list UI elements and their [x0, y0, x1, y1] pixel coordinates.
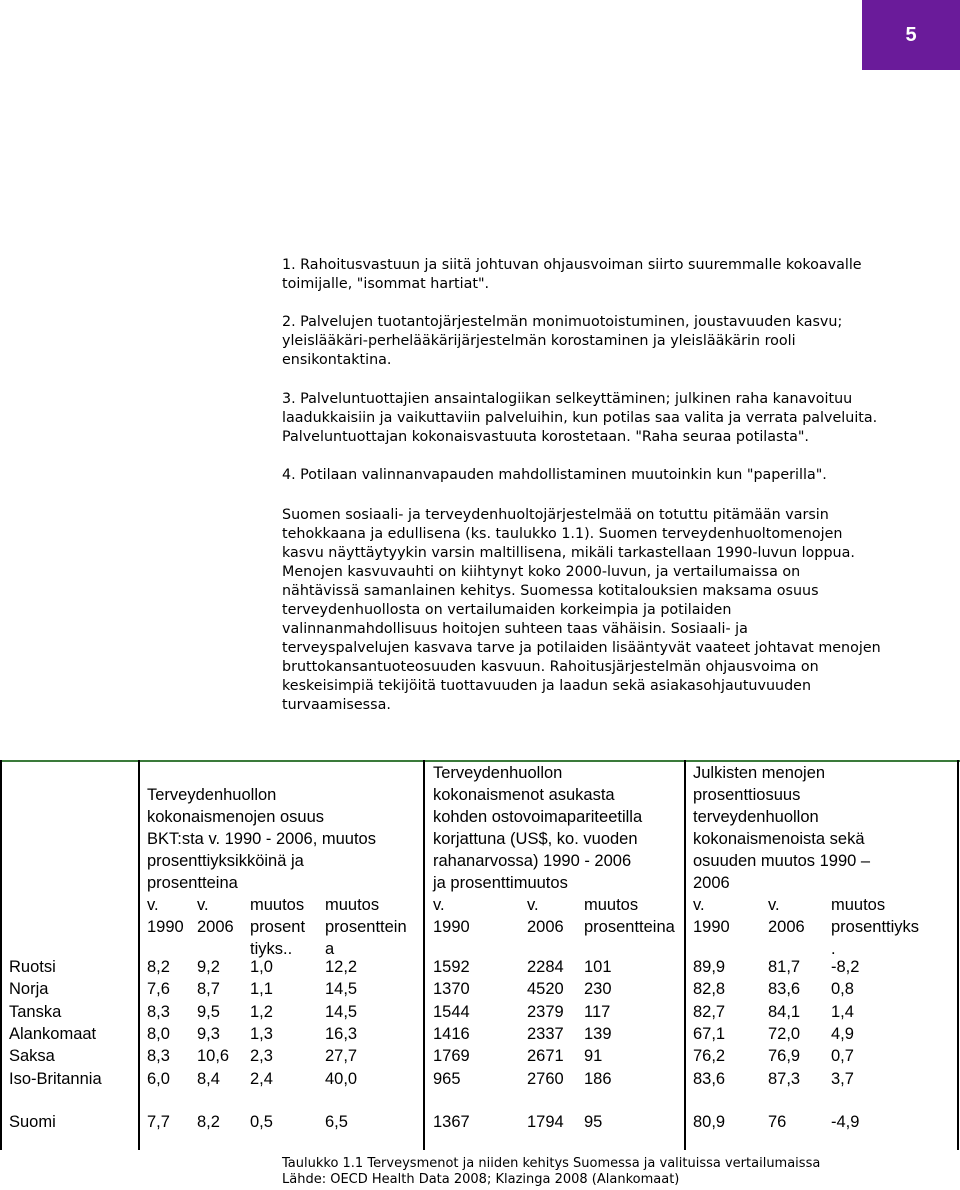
text-line: valinnanmahdollisuus hoitojen suhteen taas vähäisin. Sosiaali- ja — [282, 621, 748, 637]
text-line: toimijalle, "isommat hartiat". — [282, 276, 490, 292]
table-row-value: 82,8 — [693, 980, 726, 998]
table-row-value: -8,2 — [831, 958, 860, 976]
table-row-value: 8,4 — [197, 1070, 220, 1088]
caption-source: Lähde: OECD Health Data 2008; Klazinga 2008 (Alankomaat) — [282, 1172, 680, 1187]
table-row-value: 0,8 — [831, 980, 854, 998]
page-number-badge — [862, 0, 960, 70]
table-row-value: 8,2 — [147, 958, 170, 976]
column-subheader: v. 2006 — [527, 896, 564, 936]
table-row-value: 10,6 — [197, 1047, 230, 1065]
column-subheader: v. 2006 — [197, 896, 234, 936]
table-row-value: 1,3 — [250, 1025, 273, 1043]
table-row-value: 230 — [584, 980, 612, 998]
table-row-value: 1,1 — [250, 980, 273, 998]
table-row-value: 72,0 — [768, 1025, 801, 1043]
table-row-value: 1370 — [433, 980, 470, 998]
health-expenditure-table — [0, 760, 960, 1150]
text-line: terveydenhuollosta on vertailumaiden korkeimpia ja potilaiden — [282, 602, 732, 618]
table-row-value: 2,3 — [250, 1047, 273, 1065]
table-row-value: 76,9 — [768, 1047, 801, 1065]
column-subheader: v. 2006 — [768, 896, 805, 936]
text-line: yleislääkäri-perhelääkärijärjestelmän korostaminen ja yleislääkärin rooli — [282, 333, 796, 349]
table-row-country: Iso-Britannia — [9, 1070, 102, 1088]
column-subheader: muutos prosenttein a — [325, 896, 407, 958]
table-row-country: Ruotsi — [9, 958, 56, 976]
table-row-value: 81,7 — [768, 958, 801, 976]
paragraph-3 — [282, 390, 878, 447]
table-row-value: 4,9 — [831, 1025, 854, 1043]
table-row-value: 87,3 — [768, 1070, 801, 1088]
table-row-value: 9,5 — [197, 1003, 220, 1021]
text-line: nähtävissä samanlainen kehitys. Suomessa kotitalouksien maksama osuus — [282, 583, 819, 599]
table-row-value: 2,4 — [250, 1070, 273, 1088]
text-line: 4. Potilaan valinnanvapauden mahdollistaminen muutoinkin kun "paperilla". — [282, 467, 827, 483]
table-row-value: 2379 — [527, 1003, 564, 1021]
table-row-value: 16,3 — [325, 1025, 358, 1043]
text-line: Menojen kasvuvauhti on kiihtynyt koko 2000-luvun, ja vertailumaissa on — [282, 564, 801, 580]
table-row-value: 14,5 — [325, 1003, 358, 1021]
table-row-value: 1,2 — [250, 1003, 273, 1021]
finland-row-country: Suomi — [9, 1113, 56, 1131]
finland-row-value: 8,2 — [197, 1113, 220, 1131]
finland-row-value: 6,5 — [325, 1113, 348, 1131]
finland-row-value: 1794 — [527, 1113, 564, 1131]
table-row-value: 14,5 — [325, 980, 358, 998]
table-row-value: 8,3 — [147, 1047, 170, 1065]
table-row-value: 12,2 — [325, 958, 358, 976]
table-row-value: 1,0 — [250, 958, 273, 976]
table-border-left — [0, 760, 2, 1150]
finland-row-value: 0,5 — [250, 1113, 273, 1131]
table-row-value: 2284 — [527, 958, 564, 976]
table-row-country: Saksa — [9, 1047, 55, 1065]
table-row-value: 76,2 — [693, 1047, 726, 1065]
finland-row-value: 95 — [584, 1113, 603, 1131]
group-header-public-share: Julkisten menojen prosenttiosuus terveydenhuollon kokonaismenoista sekä osuuden muutos 1990 – 2006 — [693, 764, 871, 892]
table-row-value: 83,6 — [768, 980, 801, 998]
table-row-value: 139 — [584, 1025, 612, 1043]
table-row-value: 0,7 — [831, 1047, 854, 1065]
table-row-country: Norja — [9, 980, 49, 998]
column-subheader: v. 1990 — [693, 896, 730, 936]
table-row-value: 27,7 — [325, 1047, 358, 1065]
text-line: Palveluntuottajan kokonaisvastuuta korostetaan. "Raha seuraa potilasta". — [282, 429, 809, 445]
column-subheader: muutos prosentteina — [584, 896, 675, 936]
table-row-value: 2671 — [527, 1047, 564, 1065]
finland-row-value: -4,9 — [831, 1113, 860, 1131]
text-line: bruttokansantuoteosuuden kasvuun. Rahoitusjärjestelmän ohjausvoima on — [282, 659, 819, 675]
finland-row-value: 1367 — [433, 1113, 470, 1131]
group-header-gdp-share: Terveydenhuollon kokonaismenojen osuus BKT:sta v. 1990 - 2006, muutos prosenttiyksikköinä ja prosentteina — [147, 786, 376, 892]
paragraph-4 — [282, 466, 872, 485]
text-line: 2. Palvelujen tuotantojärjestelmän monimuotoistuminen, joustavuuden kasvu; — [282, 314, 843, 330]
text-line: ensikontaktina. — [282, 352, 392, 368]
table-caption — [282, 1156, 820, 1188]
table-row-country: Tanska — [9, 1003, 62, 1021]
table-divider — [423, 760, 425, 1150]
table-row-value: 101 — [584, 958, 612, 976]
paragraph-1 — [282, 256, 872, 294]
text-line: kasvu näyttäytyykin varsin maltillisena, mikäli tarkastellaan 1990-luvun loppua. — [282, 545, 855, 561]
table-row-value: 67,1 — [693, 1025, 726, 1043]
finland-row-value: 76 — [768, 1113, 787, 1131]
table-row-value: 40,0 — [325, 1070, 358, 1088]
table-row-value: 82,7 — [693, 1003, 726, 1021]
table-row-value: 186 — [584, 1070, 612, 1088]
table-row-value: 4520 — [527, 980, 564, 998]
table-row-value: 8,0 — [147, 1025, 170, 1043]
table-row-value: 84,1 — [768, 1003, 801, 1021]
column-subheader: muutos prosent tiyks.. — [250, 896, 306, 958]
table-row-value: 7,6 — [147, 980, 170, 998]
text-line: turvaamisessa. — [282, 697, 391, 713]
text-line: terveyspalvelujen kasvava tarve ja potilaiden lisääntyvät vaateet johtavat menojen — [282, 640, 881, 656]
table-row-value: 1769 — [433, 1047, 470, 1065]
table-divider — [138, 760, 140, 1150]
table-row-value: 1,4 — [831, 1003, 854, 1021]
table-border-right — [957, 760, 959, 1150]
table-row-value: 2760 — [527, 1070, 564, 1088]
table-row-value: 2337 — [527, 1025, 564, 1043]
table-row-value: 1544 — [433, 1003, 470, 1021]
table-row-value: 6,0 — [147, 1070, 170, 1088]
table-row-value: 9,2 — [197, 958, 220, 976]
text-line: tehokkaana ja edullisena (ks. taulukko 1.1). Suomen terveydenhuoltomenojen — [282, 526, 843, 542]
table-row-value: 91 — [584, 1047, 603, 1065]
text-line: keskeisimpiä tekijöitä tuottavuuden ja laadun sekä asiakasohjautuvuuden — [282, 678, 812, 694]
table-row-country: Alankomaat — [9, 1025, 97, 1043]
table-row-value: 965 — [433, 1070, 461, 1088]
paragraph-2 — [282, 313, 872, 370]
table-row-value: 117 — [584, 1003, 611, 1021]
column-subheader: muutos prosenttiyks . — [831, 896, 920, 958]
caption-title: Taulukko 1.1 Terveysmenot ja niiden kehitys Suomessa ja valituissa vertailumaissa — [282, 1156, 821, 1171]
text-line: laadukkaisiin ja vaikuttaviin palveluihin, kun potilas saa valita ja verrata palveluita. — [282, 410, 878, 426]
column-subheader: v. 1990 — [433, 896, 470, 936]
table-row-value: 83,6 — [693, 1070, 726, 1088]
table-row-value: 1416 — [433, 1025, 470, 1043]
column-subheader: v. 1990 — [147, 896, 184, 936]
table-row-value: 3,7 — [831, 1070, 854, 1088]
group-header-per-capita: Terveydenhuollon kokonaismenot asukasta kohden ostovoimapariteetilla korjattuna (US$, ko. vuoden rahanarvossa) 1990 - 2006 ja prosenttimuutos — [433, 764, 643, 892]
table-divider — [684, 760, 686, 1150]
page-number: 5 — [905, 23, 917, 46]
table-row-value: 1592 — [433, 958, 470, 976]
text-line: 1. Rahoitusvastuun ja siitä johtuvan ohjausvoiman siirto suuremmalle kokoavalle — [282, 257, 862, 273]
table-row-value: 9,3 — [197, 1025, 220, 1043]
table-row-value: 8,3 — [147, 1003, 170, 1021]
paragraph-5 — [282, 506, 881, 715]
text-line: 3. Palveluntuottajien ansaintalogiikan selkeyttäminen; julkinen raha kanavoituu — [282, 391, 853, 407]
text-line: Suomen sosiaali- ja terveydenhuoltojärjestelmää on totuttu pitämään varsin — [282, 507, 829, 523]
finland-row-value: 7,7 — [147, 1113, 170, 1131]
finland-row-value: 80,9 — [693, 1113, 726, 1131]
table-row-value: 8,7 — [197, 980, 220, 998]
table-row-value: 89,9 — [693, 958, 726, 976]
